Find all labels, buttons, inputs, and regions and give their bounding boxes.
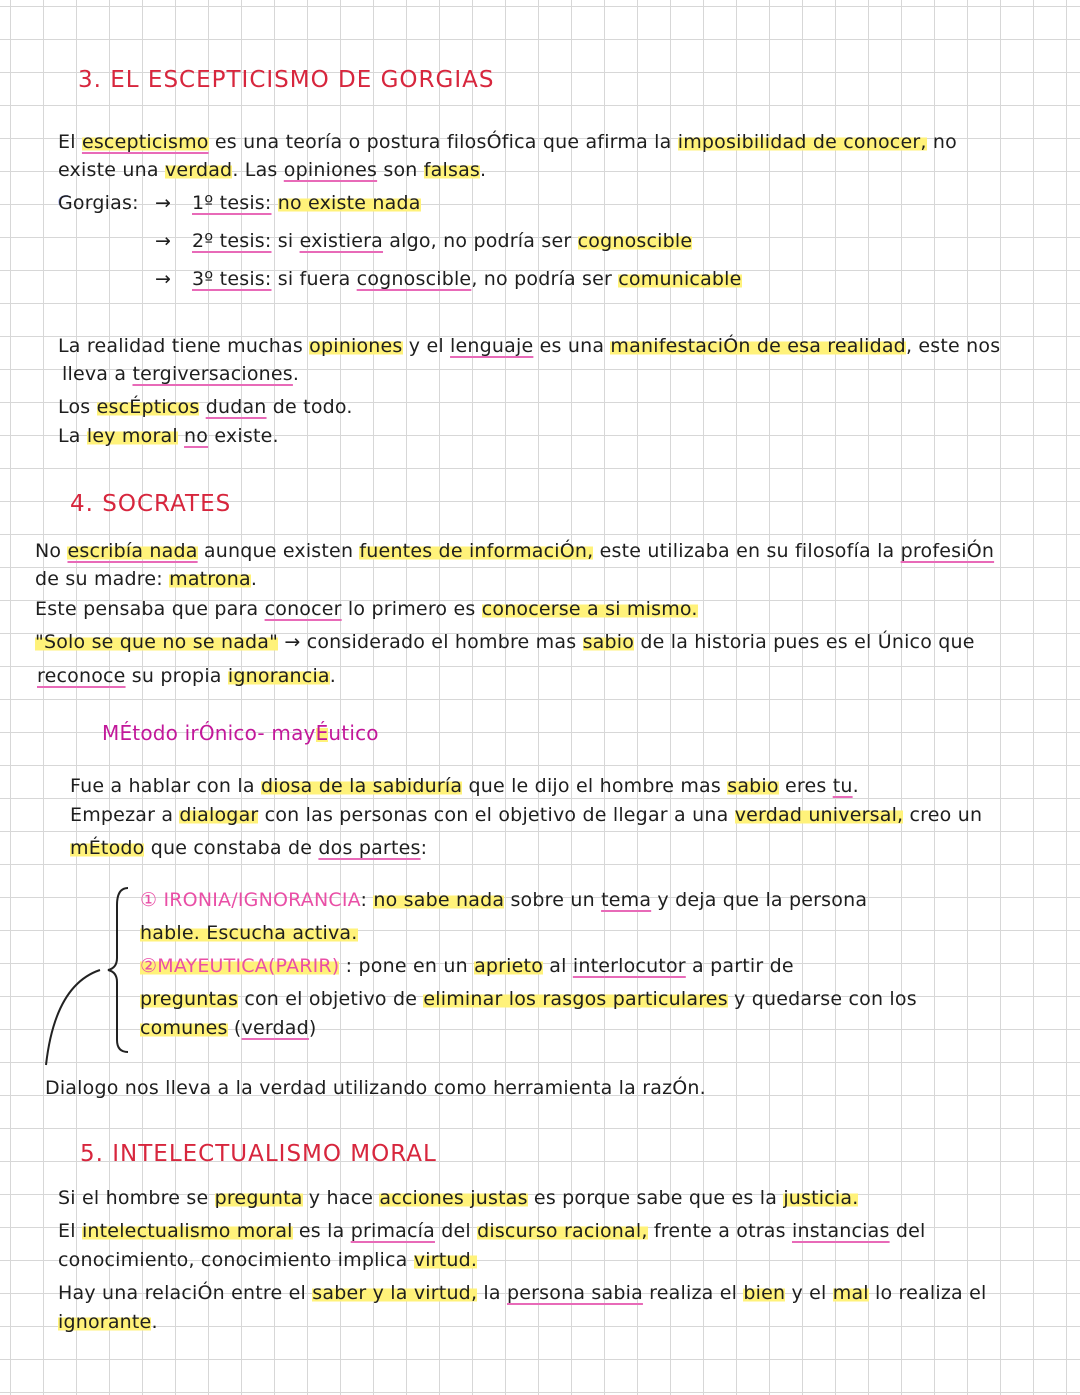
thesis-3: 3º tesis: si fuera cognoscible, no podría ser comunicable: [192, 268, 742, 290]
s5-paragraph-line-5: ignorante.: [58, 1311, 158, 1333]
s5-paragraph-line-1: Si el hombre se pregunta y hace acciones justas es porque sabe que es la justicia.: [58, 1187, 859, 1209]
s5-paragraph-line-4: Hay una relaciÓn entre el saber y la virtud, la persona sabia realiza el bien y el mal lo realiza el: [58, 1282, 987, 1304]
s5-paragraph-line-2: El intelectualismo moral es la primacía del discurso racional, frente a otras instancias del: [58, 1220, 926, 1242]
gorgias-label: Gorgias:: [58, 192, 139, 214]
s4-paragraph-line-2: de su madre: matrona.: [35, 568, 258, 590]
dialogue-conclusion: Dialogo nos lleva a la verdad utilizando como herramienta la razÓn.: [45, 1077, 706, 1099]
s3-paragraph-line-1: El escepticismo es una teoría o postura filosÓfica que afirma la imposibilidad de conocer, no: [58, 131, 957, 153]
method-title: MÉtodo irÓnico- mayÉutico: [102, 721, 379, 745]
section-4-title: 4. SOCRATES: [70, 491, 232, 517]
part-2-line-2: preguntas con el objetivo de eliminar los rasgos particulares y quedarse con los: [140, 988, 917, 1010]
s3-paragraph-line-4: lleva a tergiversaciones.: [62, 363, 300, 385]
s4-paragraph-line-4: "Solo se que no se nada" → considerado el hombre mas sabio de la historia pues es el Único que: [35, 631, 975, 653]
s3-paragraph-line-6: La ley moral no existe.: [58, 425, 279, 447]
s4-paragraph-line-5: reconoce su propia ignorancia.: [37, 665, 337, 687]
s3-paragraph-line-2: existe una verdad. Las opiniones son falsas.: [58, 159, 487, 181]
part-1-line-2: hable. Escucha activa.: [140, 922, 358, 944]
method-line-3: mÉtodo que constaba de dos partes:: [70, 837, 428, 859]
s4-paragraph-line-3: Este pensaba que para conocer lo primero es conocerse a si mismo.: [35, 598, 698, 620]
s4-paragraph-line-1: No escribía nada aunque existen fuentes de informaciÓn, este utilizaba en su filosofía la profesiÓn: [35, 540, 995, 562]
arrow-icon: →: [155, 192, 172, 214]
arrow-icon: →: [155, 230, 172, 252]
curved-arrow-line: [46, 970, 100, 1065]
arrow-icon: →: [155, 268, 172, 290]
method-line-1: Fue a hablar con la diosa de la sabiduría que le dijo el hombre mas sabio eres tu.: [70, 775, 859, 797]
curly-brace-icon: [108, 888, 128, 1052]
section-5-title: 5. INTELECTUALISMO MORAL: [80, 1141, 437, 1167]
part-1-irony: ① IRONIA/IGNORANCIA: no sabe nada sobre un tema y deja que la persona: [140, 889, 868, 911]
s5-paragraph-line-3: conocimiento, conocimiento implica virtud.: [58, 1249, 478, 1271]
part-2-mayeutica: ②MAYEUTICA(PARIR) : pone en un aprieto al interlocutor a partir de: [140, 955, 794, 977]
section-3-title: 3. EL ESCEPTICISMO DE GORGIAS: [78, 67, 495, 93]
thesis-1: 1º tesis: no existe nada: [192, 192, 421, 214]
s3-paragraph-line-5: Los escÉpticos dudan de todo.: [58, 396, 353, 418]
s3-paragraph-line-3: La realidad tiene muchas opiniones y el lenguaje es una manifestaciÓn de esa realidad, este nos: [58, 335, 1001, 357]
method-line-2: Empezar a dialogar con las personas con el objetivo de llegar a una verdad universal, creo un: [70, 804, 983, 826]
part-2-line-3: comunes (verdad): [140, 1017, 317, 1039]
thesis-2: 2º tesis: si existiera algo, no podría ser cognoscible: [192, 230, 693, 252]
